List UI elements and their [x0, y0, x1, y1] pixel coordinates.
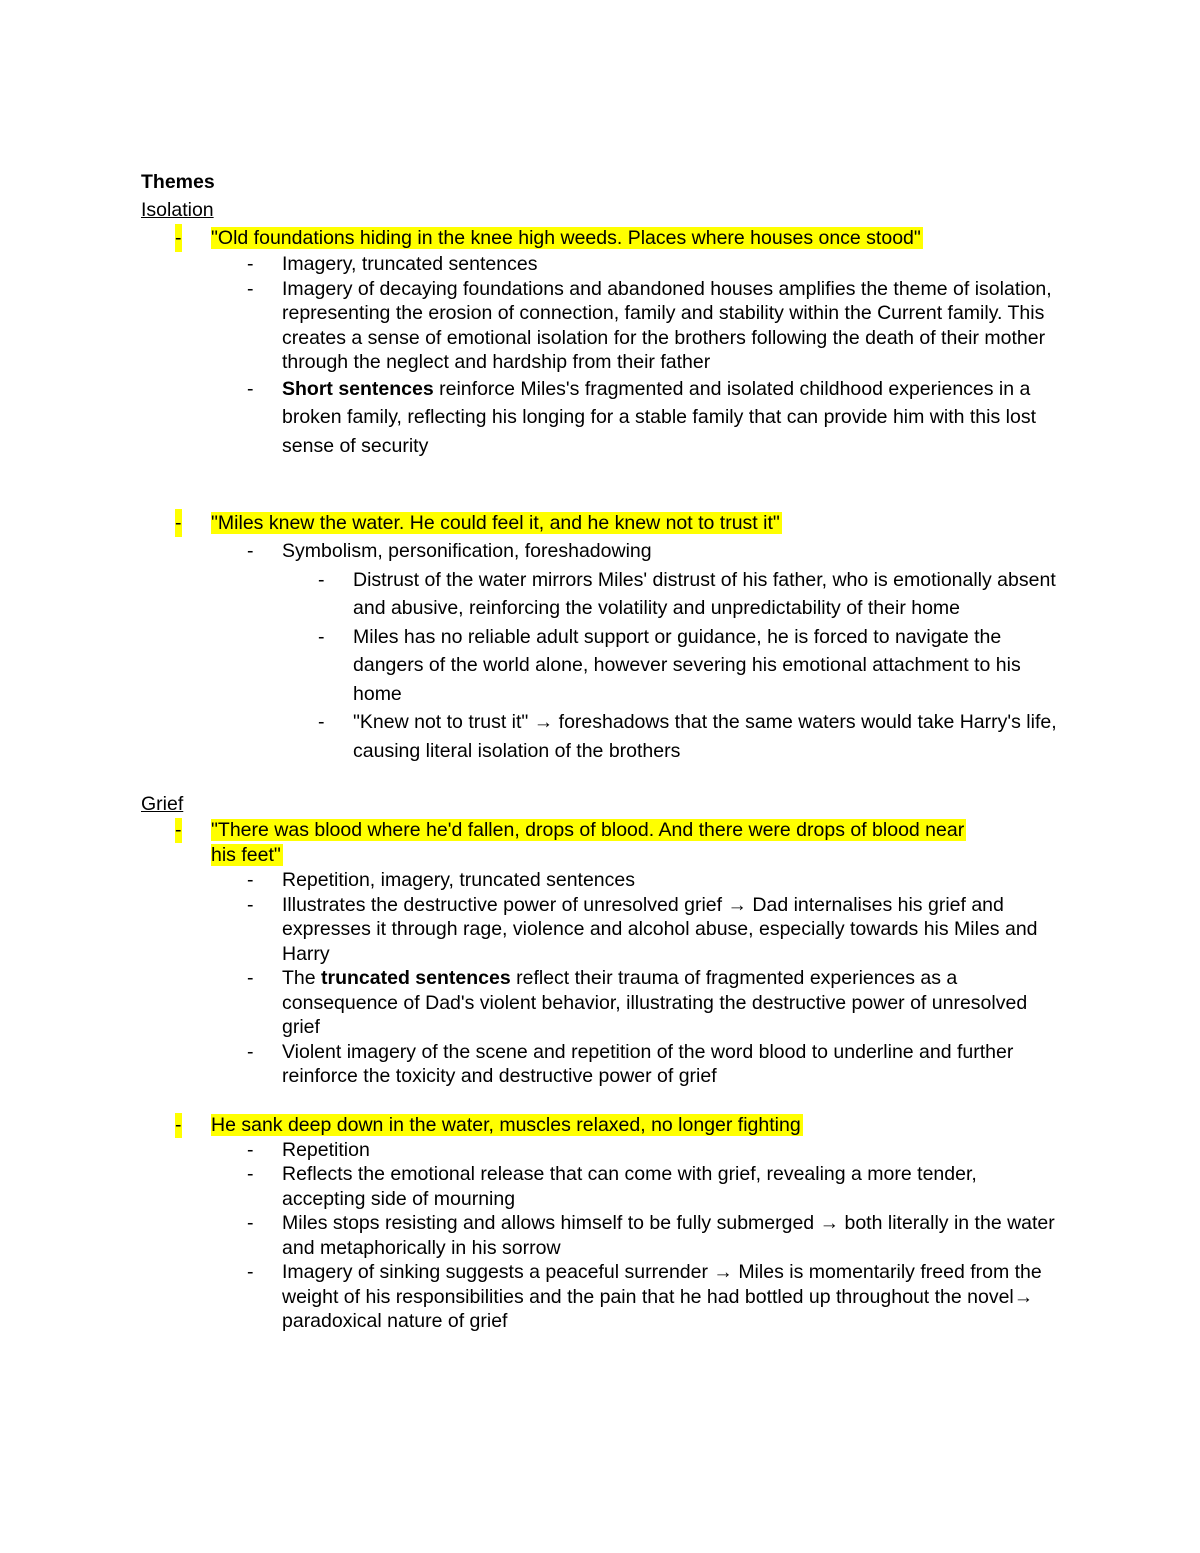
analysis-text: Symbolism, personification, foreshadowing	[282, 540, 652, 562]
analysis-subpoint	[141, 566, 1061, 623]
bullet-dash: -	[318, 568, 325, 591]
analysis-text: reinforce Miles's fragmented and isolated childhood experiences in a broken family, reflecting his longing for a stable family that can provide him with this lost sense of security	[282, 377, 1036, 457]
bullet-dash: -	[318, 711, 325, 733]
analysis-point	[141, 1260, 1061, 1334]
highlighted-quote: "Old foundations hiding in the knee high weeds. Places where houses once stood"	[211, 227, 921, 249]
analysis-text: reflect their trauma of fragmented experiences as a consequence of Dad's violent behavior, illustrating the destructive power of unresolved grief	[282, 967, 1028, 1038]
bold-term: truncated sentences	[321, 967, 511, 989]
bullet-dash: -	[247, 1138, 254, 1161]
analysis-text: Repetition, imagery, truncated sentences	[282, 869, 635, 891]
analysis-point	[141, 868, 1061, 893]
bullet-dash: -	[247, 1212, 254, 1234]
analysis-subpoint	[141, 623, 1061, 709]
highlighted-quote-line: his feet"	[211, 844, 281, 866]
spacer	[141, 1089, 1061, 1113]
bullet-dash: -	[247, 540, 254, 562]
quote-item	[141, 818, 1061, 868]
bullet-dash: -	[247, 893, 254, 916]
bullet-dash: -	[175, 224, 182, 252]
spacer	[141, 460, 1061, 509]
bullet-dash: -	[247, 1040, 254, 1063]
analysis-prefix: The	[282, 967, 322, 989]
analysis-text: Illustrates the destructive power of unresolved grief → Dad internalises his grief and expresses it through rage, violence and alcohol abuse, especially towards his Miles and Harry	[282, 893, 1038, 965]
bullet-dash: -	[247, 377, 254, 400]
analysis-point	[141, 1138, 1061, 1163]
bullet-dash: -	[175, 509, 182, 537]
analysis-point	[141, 252, 1061, 277]
subpoint-text: "Knew not to trust it" → foreshadows that the same waters would take Harry's life, causing literal isolation of the brothers	[353, 711, 1057, 762]
analysis-point	[141, 1040, 1061, 1089]
analysis-text: Imagery of sinking suggests a peaceful surrender → Miles is momentarily freed from the weight of his responsibilities and the pain that he had bottled up throughout the novel→ paradoxical nature of grief	[282, 1261, 1042, 1332]
quote-item	[141, 509, 1061, 537]
quote-item	[141, 1113, 1061, 1138]
analysis-point	[141, 1162, 1061, 1211]
bullet-dash: -	[175, 819, 182, 841]
analysis-subpoint	[141, 708, 1061, 765]
highlighted-quote-line: "There was blood where he'd fallen, drops of blood. And there were drops of blood near	[211, 819, 965, 841]
analysis-point	[141, 1211, 1061, 1260]
bullet-dash: -	[247, 967, 254, 989]
bullet-dash: -	[247, 253, 254, 275]
bullet-dash: -	[247, 869, 254, 891]
highlighted-quote: He sank deep down in the water, muscles relaxed, no longer fighting	[211, 1113, 801, 1136]
document-page	[141, 168, 1061, 1334]
bold-term: Short sentences	[282, 377, 434, 400]
analysis-text: Violent imagery of the scene and repetition of the word blood to underline and further reinforce the toxicity and destructive power of grief	[282, 1040, 1014, 1087]
analysis-text: Imagery, truncated sentences	[282, 253, 538, 275]
analysis-point	[141, 375, 1061, 461]
analysis-point	[141, 893, 1061, 967]
analysis-point	[141, 966, 1061, 1040]
section-heading-grief: Grief	[141, 793, 184, 815]
analysis-point	[141, 277, 1061, 375]
bullet-dash: -	[247, 1163, 254, 1185]
section-heading-isolation: Isolation	[141, 199, 214, 221]
spacer	[141, 765, 1061, 790]
bullet-dash: -	[175, 1113, 182, 1136]
document-title: Themes	[141, 171, 215, 193]
analysis-point	[141, 537, 1061, 566]
bullet-dash: -	[318, 625, 325, 648]
quote-item	[141, 224, 1061, 252]
subpoint-text: Miles has no reliable adult support or guidance, he is forced to navigate the dangers of the world alone, however severing his emotional attachment to his home	[353, 625, 1021, 705]
bullet-dash: -	[247, 1261, 254, 1283]
bullet-dash: -	[247, 277, 254, 300]
analysis-text: Reflects the emotional release that can come with grief, revealing a more tender, accepting side of mourning	[282, 1163, 977, 1210]
highlighted-quote: "Miles knew the water. He could feel it, and he knew not to trust it"	[211, 512, 780, 534]
analysis-text: Imagery of decaying foundations and abandoned houses amplifies the theme of isolation, representing the erosion of connection, family and stability within the Current family. This creates a sense of emotional isolation for the brothers following the death of their mother through the neglect and hardship from their father	[282, 277, 1052, 373]
analysis-text: Miles stops resisting and allows himself to be fully submerged → both literally in the water and metaphorically in his sorrow	[282, 1212, 1055, 1259]
subpoint-text: Distrust of the water mirrors Miles' distrust of his father, who is emotionally absent and abusive, reinforcing the volatility and unpredictability of their home	[353, 568, 1056, 619]
analysis-text: Repetition	[282, 1138, 370, 1161]
